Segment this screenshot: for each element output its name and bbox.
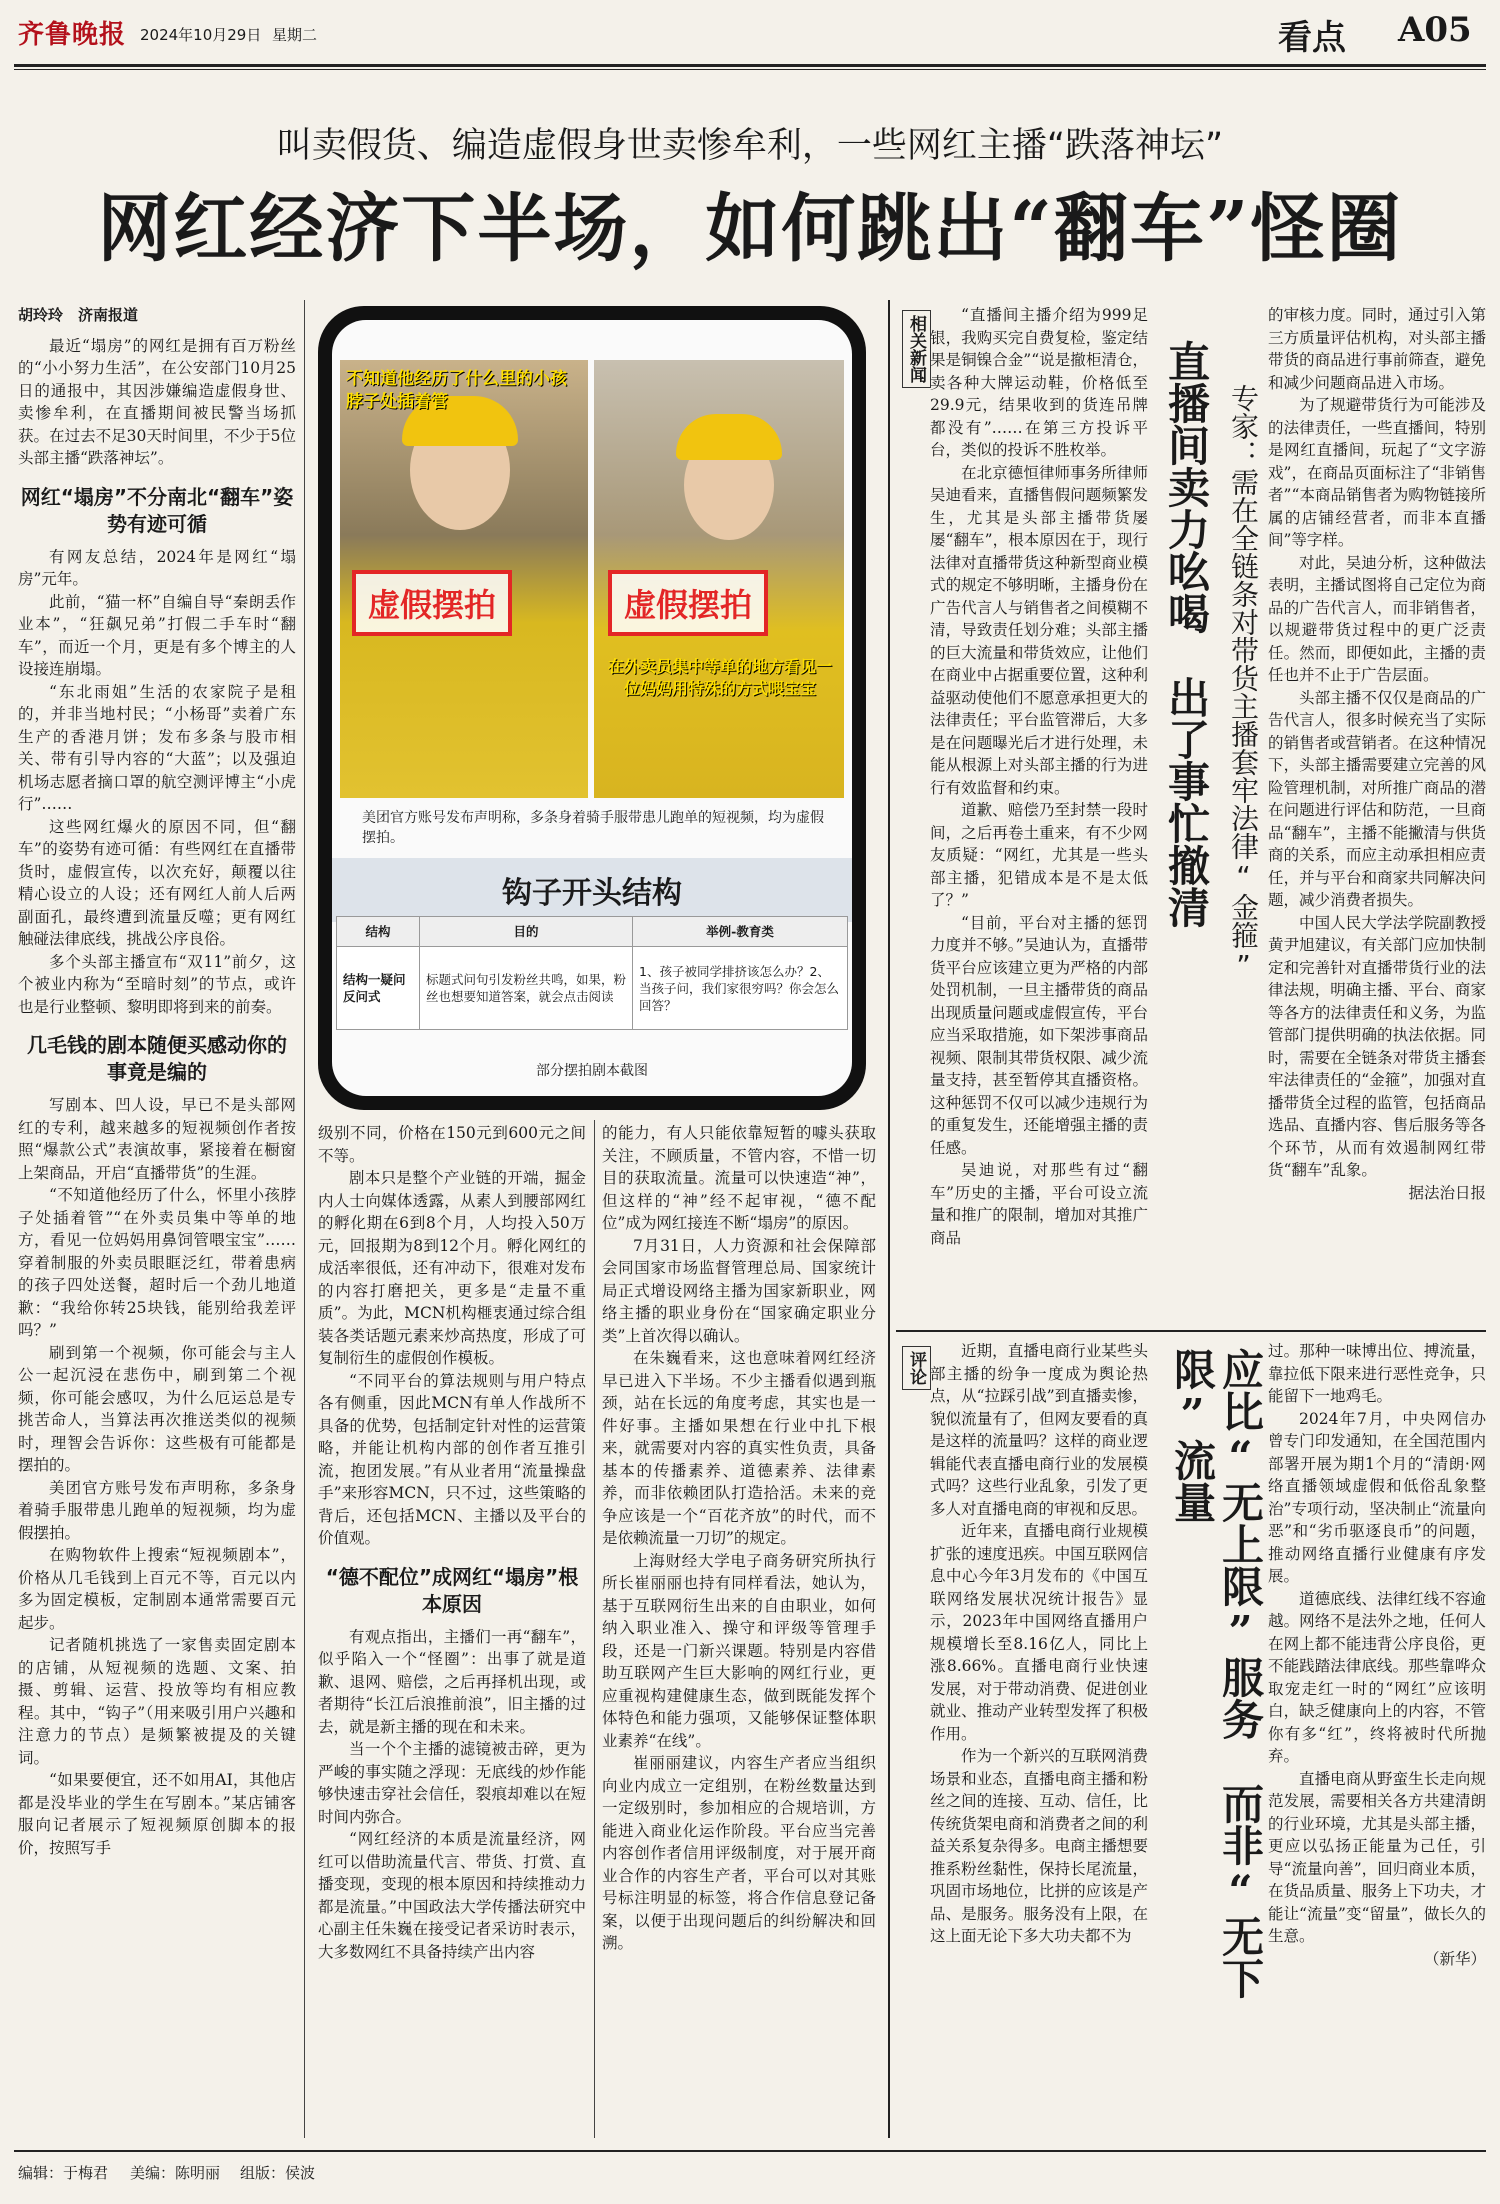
paragraph: 当一个个主播的滤镜被击碎，更为严峻的事实随之浮现：无底线的炒作能够快速击穿社会信任，裂痕却难以在短时间内弥合。	[318, 1740, 586, 1826]
headline-kicker: 叫卖假货、编造虚假身世卖惨牟利，一些网红主播“跌落神坛”	[276, 126, 1224, 166]
paragraph: 有网友总结，2024年是网红“塌房”元年。	[18, 547, 296, 588]
source-credit: （新华）	[1423, 1949, 1486, 1968]
subhead-1: 网红“塌房”不分南北“翻车”姿势有迹可循	[20, 484, 294, 536]
issue-weekday: 星期二	[272, 26, 318, 44]
fake-label-right: 虚假摆拍	[608, 570, 768, 636]
commentary-title: 应比“无上限”服务 而非“无下限”流量	[1168, 1348, 1265, 1999]
header-rule	[14, 64, 1486, 67]
paragraph: 多个头部主播宣布“双11”前夕，这个被业内称为“至暗时刻”的节点，或许也是行业整顿、黎明即将到来的前奏。	[18, 952, 296, 1016]
footer-proof: 组版：侯波	[240, 2164, 316, 2182]
paragraph: 吴迪说，对那些有过“翻车”历史的主播，平台可设立流量和推广的限制，增加对其推广商品	[930, 1161, 1148, 1247]
paragraph: 近期，直播电商行业某些头部主播的纷争一度成为舆论热点，从“拉踩引战”到直播卖惨，貌似流量有了，但网友要看的真是这样的流量吗？这样的商业逻辑能代表直播电商行业的发展模式吗？这些行业乱象，引发了更多人对直播电商的审视和反思。	[930, 1342, 1148, 1518]
paragraph: 中国人民大学法学院副教授黄尹旭建议，有关部门应加快制定和完善针对直播带货行业的法律法规，明确主播、平台、商家等各方的法律责任和义务，为监管部门提供明确的执法依据。同时，需要在全链条对带货主播套牢法律责任的“金箍”，加强对直播带货全过程的监管，包括商品选品、直播内容、售后服务等各个环节，从而有效遏制网红带货“翻车”乱象。	[1268, 913, 1486, 1179]
paragraph: 这些网红爆火的原因不同，但“翻车”的姿势有迹可循：有些网红在直播带货时，虚假宣传，以次充好，颠覆以往精心设立的人设；还有网红人前人后两副面孔，最终遭到流量反噬；更有网红触碰法律底线，挑战公序良俗。	[18, 817, 296, 948]
table-title: 钩子开头结构	[332, 858, 852, 922]
table-header-row	[337, 917, 848, 947]
paragraph: 刷到第一个视频，你可能会与主人公一起沉浸在悲伤中，刷到第二个视频，你可能会感叹，为什么厄运总是专挑苦命人，当算法再次推送类似的视频时，理智会告诉你：这些极有可能都是摆拍的。	[18, 1343, 296, 1474]
column-divider	[304, 300, 305, 2138]
headline-title: 网红经济下半场，如何跳出“翻车”怪圈	[97, 186, 1403, 272]
paragraph: 对此，吴迪分析，这种做法表明，主播试图将自己定位为商品的广告代言人，而非销售者，以规避带货过程中的更广泛责任。然而，即便如此，主播的责任也并不止于广告层面。	[1268, 553, 1486, 684]
paragraph: 写剧本、凹人设，早已不是头部网红的专利，越来越多的短视频创作者按照“爆款公式”表演故事，紧接着在橱窗上架商品，开启“直播带货”的生涯。	[18, 1096, 296, 1182]
paragraph: “不知道他经历了什么，怀里小孩脖子处插着管”“在外卖员集中等单的地方，看见一位妈妈用鼻饲管喂宝宝”……穿着制服的外卖员眼眶泛红，带着患病的孩子四处送餐，超时后一个劲儿地道歉：“我给你转25块钱，能别给我差评吗？”	[18, 1186, 296, 1339]
paragraph: 在朱巍看来，这也意味着网红经济早已进入下半场。不少主播看似遇到瓶颈，站在长远的角度考虑，其实也是一件好事。主播如果想在行业中扎下根来，就需要对内容的真实性负责，具备基本的传播素养、道德素养、法律素养，而非依赖团队打造拾活。未来的竞争应该是一个“百花齐放”的时代，而不是依赖流量一刀切”的规定。	[602, 1349, 876, 1547]
header-rule-thin	[14, 69, 1486, 70]
main-column-1	[18, 304, 296, 2142]
related-column-2	[1268, 304, 1486, 1322]
commentary-tag: 评论	[902, 1346, 931, 1390]
paragraph: 上海财经大学电子商务研究所执行所长崔丽丽也持有同样看法，她认为，基于互联网衍生出来的自由职业，如何纳入职业准入、操守和评级等管理手段，还是一门新兴课题。特别是内容借助互联网产生巨大影响的网红行业，更应重视构建健康生态，做到既能发挥个体特色和能力强项，又能够保证整体职业素养“在线”。	[602, 1551, 876, 1750]
section-divider	[888, 300, 890, 2138]
footer-rule	[14, 2150, 1486, 2152]
related-news-tag: 相关新闻	[902, 310, 931, 388]
paragraph: 头部主播不仅仅是商品的广告代言人，很多时候充当了实际的销售者或营销者。在这种情况下，头部主播需要建立完善的风险管理机制，对所推广商品的潜在问题进行评估和防范，一旦商品“翻车”，主播不能撇清与供货商的关系，而应主动承担相应责任，并与平台和商家共同解决问题，减少消费者损失。	[1268, 688, 1486, 909]
paragraph: “网红经济的本质是流量经济，网红可以借助流量代言、带货、打赏、直播变现，变现的根本原因和持续推动力都是流量。”中国政法大学传播法研究中心副主任朱巍在接受记者采访时表示，大多数网红不具备持续产出内容	[318, 1830, 586, 1961]
paragraph: 在北京德恒律师事务所律师吴迪看来，直播售假问题频繁发生，尤其是头部主播带货屡屡“翻车”，根本原因在于，现行法律对直播带货这种新型商业模式的规定不够明晰，主播身份在广告代言人与销售者之间模糊不清，导致责任划分难；头部主播的巨大流量和带货效应，让他们在商业中占据重要位置，这种利益驱动使他们不愿意承担更大的法律责任；平台监管滞后，大多是在问题曝光后才进行处理，未能从根源上对头部主播的行为进行有效监督和约束。	[930, 463, 1148, 797]
table-header: 结构	[337, 917, 420, 947]
video-frame-left	[340, 360, 588, 798]
paragraph: 过。那种一味博出位、搏流量，靠拉低下限来进行恶性竞争，只能留下一地鸡毛。	[1268, 1342, 1486, 1405]
table-cell: 结构一疑问反问式	[337, 947, 420, 1030]
source-credit: 据法治日报	[1408, 1183, 1486, 1202]
paragraph: 崔丽丽建议，内容生产者应当组织向业内成立一定组别，在粉丝数量达到一定级别时，参加相应的合规培训，方能进入商业化运作阶段。平台应当完善内容创作者信用评级制度，对于展开商业合作的内容生产者，平台可以对其账号标注明显的标签，将合作信息登记备案，以便于出现问题后的纠纷解决和回溯。	[602, 1754, 876, 1952]
paragraph: 剧本只是整个产业链的开端，掘金内人士向媒体透露，从素人到腰部网红的孵化期在6到8个月，人均投入50万元，回报期为8到12个月。孵化网红的成活率很低，还有冲动下，很难对发布的内容打磨把关，更多是“走量不重质”。为此，MCN机构榧衷通过综合组装各类话题元素来炒高热度，形成了可复制衍生的虚假创作模板。	[318, 1169, 586, 1367]
commentary-column-1	[930, 1340, 1148, 2138]
paragraph: “如果要便宜，还不如用AI，其他店都是没毕业的学生在写剧本。”某店铺客服向记者展示了短视频原创脚本的报价，按照写手	[18, 1771, 296, 1857]
related-column-1	[930, 304, 1148, 1322]
paragraph: “目前，平台对主播的惩罚力度并不够。”吴迪认为，直播带货平台应该建立更为严格的内部处罚机制，一旦主播带货的商品出现质量问题或虚假宣传，平台应当采取措施，如下架涉事商品视频、限制其带货权限、减少流量支持，甚至暂停其直播资格。这种惩罚不仅可以减少违规行为的重复发生，还能增强主播的责任感。	[930, 913, 1148, 1157]
subhead-3: “德不配位”成网红“塌房”根本原因	[325, 1564, 579, 1616]
paragraph: 为了规避带货行为可能涉及的法律责任，一些直播间，特别是网红直播间，玩起了“文字游戏”，在商品页面标注了“非销售者”“本商品销售者为购物链接所属的店铺经营者，而非本直播间”等字样。	[1268, 396, 1486, 549]
paragraph: 美团官方账号发布声明称，多条身着骑手服带患儿跑单的短视频，均为虚假摆拍。	[18, 1478, 296, 1542]
paragraph: 的审核力度。同时，通过引入第三方质量评估机构，对头部主播带货的商品进行事前筛查，避免和减少问题商品进入市场。	[1268, 306, 1486, 392]
table-cell: 标题式问句引发粉丝共鸣，如果，粉丝也想要知道答案，就会点击阅读	[420, 947, 633, 1030]
helmet-shape	[676, 414, 782, 460]
intro-paragraph: 最近“塌房”的网红是拥有百万粉丝的“小小努力生活”，在公安部门10月25日的通报中，其因涉嫌编造虚假身世、卖惨牟利，在直播期间被民警当场抓获。在过去不足30天时间里，不少于5位头部主播“跌落神坛”。	[18, 336, 296, 467]
subhead-2: 几毛钱的剧本随便买感动你的事竟是编的	[27, 1033, 287, 1084]
table-row	[337, 947, 848, 1030]
paragraph: 道德底线、法律红线不容逾越。网络不是法外之地，任何人在网上都不能违背公序良俗，更不能践踏法律底线。那些靠哗众取宠走红一时的“网红”应该明白，缺乏健康向上的内容，不管你有多“红”，终将被时代所抛弃。	[1268, 1589, 1486, 1765]
byline: 胡玲玲 济南报道	[18, 306, 139, 324]
related-subtitle: 专家：需在全链条对带货主播套牢法律“金箍”	[1227, 384, 1260, 982]
table-cell: 1、孩子被同学排挤该怎么办？2、当孩子问，我们家很穷吗？你会怎么回答？	[633, 947, 848, 1030]
video-frame-right	[594, 360, 844, 798]
issue-date: 2024年10月29日	[140, 26, 262, 44]
hook-structure-table	[336, 916, 848, 1030]
paragraph: 记者随机挑选了一家售卖固定剧本的店铺，从短视频的选题、文案、拍摄、剪辑、运营、投放等均有相应教程。其中，“钩子”（用来吸引用户兴趣和注意力的节点）是频繁被提及的关键词。	[18, 1636, 296, 1767]
paragraph: 的能力，有人只能依靠短暂的噱头获取关注，不顾质量，不管内容，不惜一切目的获取流量。流量可以快速造“神”，但这样的“神”经不起审视，“德不配位”成为网红接连不断“塌房”的原因。	[602, 1124, 876, 1232]
footer-designer: 美编：陈明丽	[130, 2164, 221, 2182]
phone-caption: 美团官方账号发布声明称，多条身着骑手服带患儿跑单的短视频，均为虚假摆拍。	[362, 810, 824, 846]
table-header: 目的	[420, 917, 633, 947]
paragraph: 在购物软件上搜索“短视频剧本”，价格从几毛钱到上百元不等，百元以内多为固定模板，定制剧本通常需要百元起步。	[18, 1546, 296, 1632]
phone-screen	[332, 320, 852, 1096]
table-header: 举例-教育类	[633, 917, 848, 947]
main-column-2	[318, 1122, 586, 2138]
screenshot-caption: 部分摆拍剧本截图	[536, 1063, 648, 1079]
related-title: 直播间卖力吆喝 出了事忙撤清	[1162, 340, 1211, 928]
page-number: A05	[1398, 10, 1472, 50]
paragraph: 级别不同，价格在150元到600元之间不等。	[318, 1124, 586, 1165]
section-rule	[896, 1330, 1486, 1332]
paragraph: 此前，“猫一杯”自编自导“秦朗丢作业本”，“狂飙兄弟”打假二手车时“翻车”，而近一个月，更是有多个博主的人设接连崩塌。	[18, 592, 296, 678]
footer-editor: 编辑：于梅君	[18, 2164, 109, 2182]
paragraph: 道歉、赔偿乃至封禁一段时间，之后再卷土重来，有不少网友质疑：“网红，尤其是一些头部主播，犯错成本是不是太低了？”	[930, 801, 1148, 909]
paragraph: 直播电商从野蛮生长走向规范发展，需要相关各方共建清朗的行业环境，尤其是头部主播，更应以弘扬正能量为己任，引导“流量向善”，回归商业本质，在货品质量、服务上下功夫，才能让“流量”变“留量”，做长久的生意。	[1268, 1769, 1486, 1945]
paragraph: “不同平台的算法规则与用户特点各有侧重，因此MCN有单人作战所不具备的优势，包括制定针对性的运营策略，并能让机构内部的创作者互推引流，抱团发展。”有从业者用“流量操盘手”来形容MCN，只不过，这些策略的背后，还包括MCN、主播以及平台的价值观。	[318, 1371, 586, 1547]
paragraph: “直播间主播介绍为999足银，我购买完自费复检，鉴定结果是铜镍合金”“说是撤柜清仓，卖各种大牌运动鞋，价格低至29.9元，结果收到的货连吊牌都没有”……在第三方投诉平台，类似的投诉不胜枚举。	[930, 306, 1148, 459]
paragraph: 7月31日，人力资源和社会保障部会同国家市场监督管理总局、国家统计局正式增设网络主播为国家新职业，网络主播的职业身份在“国家确定职业分类”上首次得以确认。	[602, 1236, 876, 1345]
paragraph: 作为一个新兴的互联网消费场景和业态，直播电商主播和粉丝之间的连接、互动、信任，比传统货架电商和消费者之间的利益关系复杂得多。电商主播想要推系粉丝黏性，保持长尾流量，巩固市场地位，比拼的应该是产品、是服务。服务没有上限，在这上面无论下多大功夫都不为	[930, 1747, 1148, 1945]
paragraph: 2024年7月，中央网信办曾专门印发通知，在全国范围内部署开展为期1个月的“清朗·网络直播领域虚假和低俗乱象整治”专项行动，坚决制止“流量向恶”和“劣币驱逐良币”的问题，推动网络直播行业健康有序发展。	[1268, 1409, 1486, 1585]
phone-mockup	[318, 306, 866, 1110]
section-name: 看点	[1278, 18, 1346, 58]
fake-label-left: 虚假摆拍	[352, 570, 512, 636]
overlay-text-left: 不知道他经历了什么里的小孩脖子处插着管	[346, 369, 567, 412]
column-divider	[594, 1120, 595, 2138]
paragraph: 有观点指出，主播们一再“翻车”，似乎陷入一个“怪圈”：出事了就是道歉、退网、赔偿，之后再择机出现，或者期待“长江后浪推前浪”，旧主播的过去，就是新主播的现在和未来。	[318, 1627, 586, 1736]
main-column-3	[602, 1122, 876, 2138]
paragraph: 近年来，直播电商行业规模扩张的速度迅疾。中国互联网信息中心今年3月发布的《中国互联网络发展状况统计报告》显示，2023年中国网络直播用户规模增长至8.16亿人，同比上涨8.66%。直播电商行业快速发展，对于带动消费、促进创业就业、推动产业转型发挥了积极作用。	[930, 1522, 1148, 1743]
commentary-column-2	[1268, 1340, 1486, 2138]
masthead-logo: 齐鲁晚报	[18, 20, 127, 50]
overlay-text-right: 在外卖员集中等单的地方看见一位妈妈用特殊的方式喂宝宝	[607, 657, 832, 698]
paragraph: “东北雨姐”生活的农家院子是租的，并非当地村民；“小杨哥”卖着广东生产的香港月饼；发布多条与股市相关、带有引导内容的“大蓝”；以及强迫机场志愿者摘口罩的航空测评博主“小虎行”……	[18, 682, 296, 813]
